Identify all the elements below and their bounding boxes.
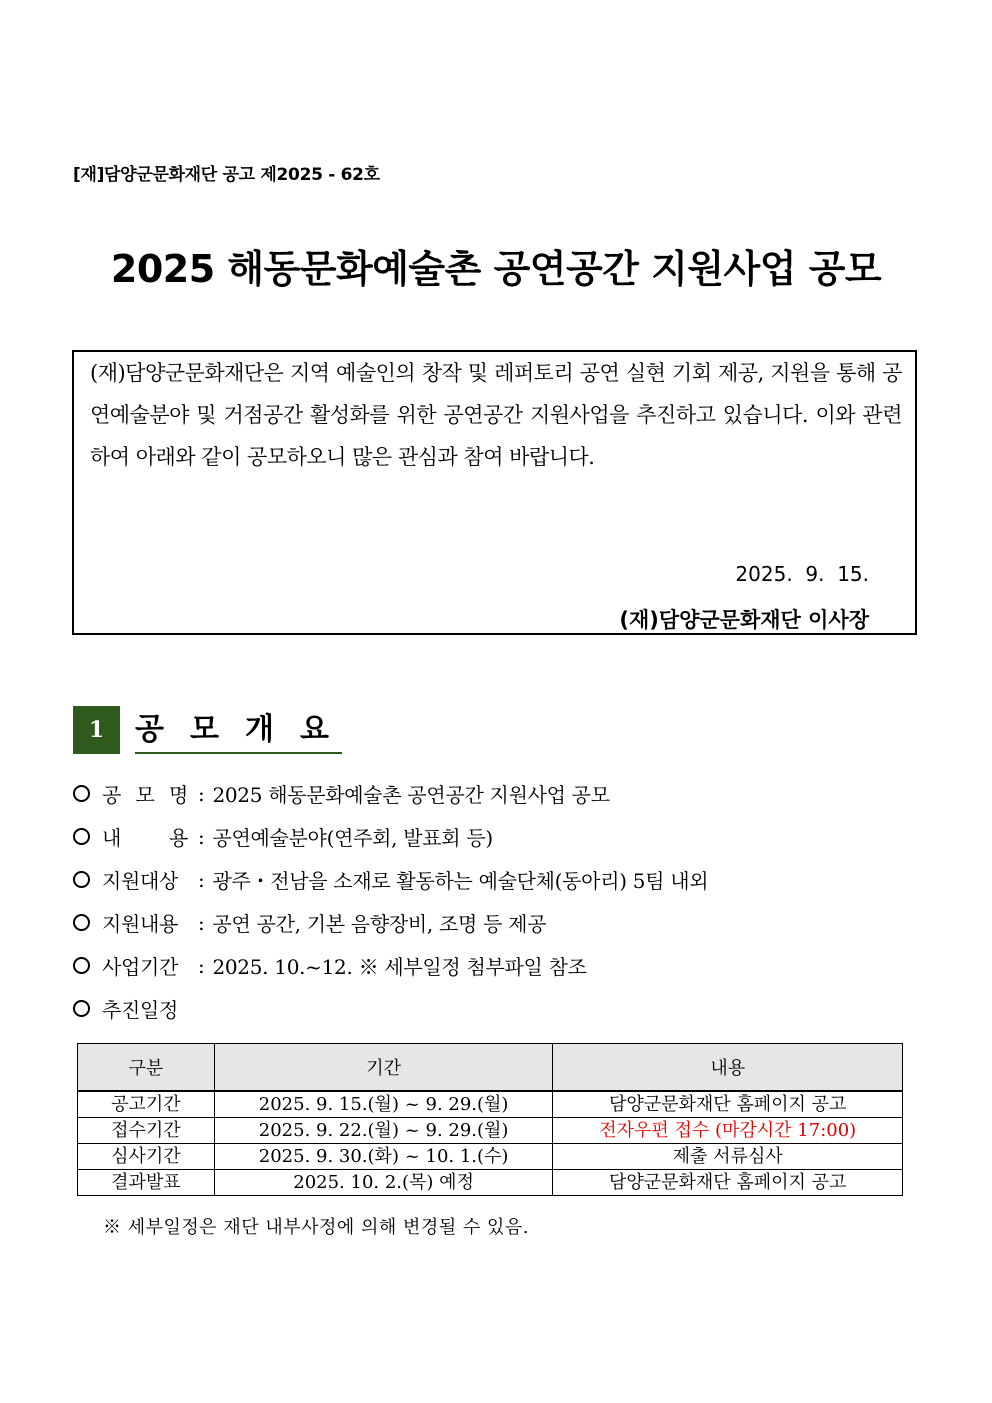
overview-label: 지원내용 (102, 912, 179, 936)
column-header: 내용 (553, 1044, 903, 1092)
overview-list (73, 772, 708, 1030)
table-cell: 2025. 9. 22.(월) ~ 9. 29.(월) (214, 1118, 553, 1144)
circle-bullet-icon (73, 1000, 90, 1017)
overview-item-support: 지원내용 : 공연 공간, 기본 음향장비, 조명 등 제공 (73, 901, 708, 944)
table-cell: 2025. 9. 15.(월) ~ 9. 29.(월) (214, 1091, 553, 1118)
overview-item-target: 지원대상 : 광주・전남을 소재로 활동하는 예술단체(동아리) 5팀 내외 (73, 858, 708, 901)
table-cell: 2025. 10. 2.(목) 예정 (214, 1170, 553, 1196)
overview-item-period: 사업기간 : 2025. 10.~12. ※ 세부일정 첨부파일 참조 (73, 944, 708, 987)
notice-number: [재]담양군문화재단 공고 제2025 - 62호 (73, 165, 380, 185)
table-cell: 공고기간 (78, 1091, 215, 1118)
overview-value: 공연 공간, 기본 음향장비, 조명 등 제공 (212, 912, 547, 936)
table-cell: 제출 서류심사 (553, 1144, 903, 1170)
circle-bullet-icon (73, 871, 90, 888)
overview-item-content: 내 용 : 공연예술분야(연주회, 발표회 등) (73, 815, 708, 858)
table-cell-highlight: 전자우편 접수 (마감시간 17:00) (553, 1118, 903, 1144)
overview-value: 2025. 10.~12. ※ 세부일정 첨부파일 참조 (212, 955, 587, 979)
section-number: 1 (73, 706, 120, 754)
table-cell: 2025. 9. 30.(화) ~ 10. 1.(수) (214, 1144, 553, 1170)
table-cell: 담양군문화재단 홈페이지 공고 (553, 1091, 903, 1118)
table-header-row (78, 1044, 903, 1092)
circle-bullet-icon (73, 914, 90, 931)
table-row (78, 1118, 903, 1144)
column-header: 구분 (78, 1044, 215, 1092)
overview-item-schedule (73, 987, 708, 1030)
overview-label: 지원대상 (102, 869, 179, 893)
overview-label: 공 모 명 (102, 783, 188, 807)
issuing-organization: (재)담양군문화재단 이사장 (619, 608, 869, 632)
circle-bullet-icon (73, 828, 90, 845)
schedule-table (77, 1043, 903, 1196)
table-row (78, 1170, 903, 1196)
circle-bullet-icon (73, 957, 90, 974)
intro-box (72, 350, 917, 635)
section-title: 공모개요 (135, 706, 342, 754)
footnote: ※ 세부일정은 재단 내부사정에 의해 변경될 수 있음. (103, 1217, 530, 1238)
circle-bullet-icon (73, 785, 90, 802)
table-cell: 접수기간 (78, 1118, 215, 1144)
table-cell: 심사기간 (78, 1144, 215, 1170)
announcement-date: 2025. 9. 15. (735, 562, 869, 586)
overview-label: 사업기간 (102, 955, 179, 979)
table-row (78, 1091, 903, 1118)
overview-label: 내 용 (102, 826, 188, 850)
overview-value: 공연예술분야(연주회, 발표회 등) (212, 826, 493, 850)
overview-label: 추진일정 (102, 998, 179, 1022)
overview-value: 2025 해동문화예술촌 공연공간 지원사업 공모 (212, 783, 610, 807)
intro-text: (재)담양군문화재단은 지역 예술인의 창작 및 레퍼토리 공연 실현 기회 제공, 지원을 통해 공연예술분야 및 거점공간 활성화를 위한 공연공간 지원사업을 추진하고 있습니다. 이와 관련하여 아래와 같이 공모하오니 많은 관심과 참여 바랍니다. (90, 361, 902, 469)
column-header: 기간 (214, 1044, 553, 1092)
table-cell: 결과발표 (78, 1170, 215, 1196)
table-row (78, 1144, 903, 1170)
overview-item-name: 공 모 명 : 2025 해동문화예술촌 공연공간 지원사업 공모 (73, 772, 708, 815)
page-title: 2025 해동문화예술촌 공연공간 지원사업 공모 (110, 247, 882, 291)
overview-value: 광주・전남을 소재로 활동하는 예술단체(동아리) 5팀 내외 (212, 869, 709, 893)
table-cell: 담양군문화재단 홈페이지 공고 (553, 1170, 903, 1196)
